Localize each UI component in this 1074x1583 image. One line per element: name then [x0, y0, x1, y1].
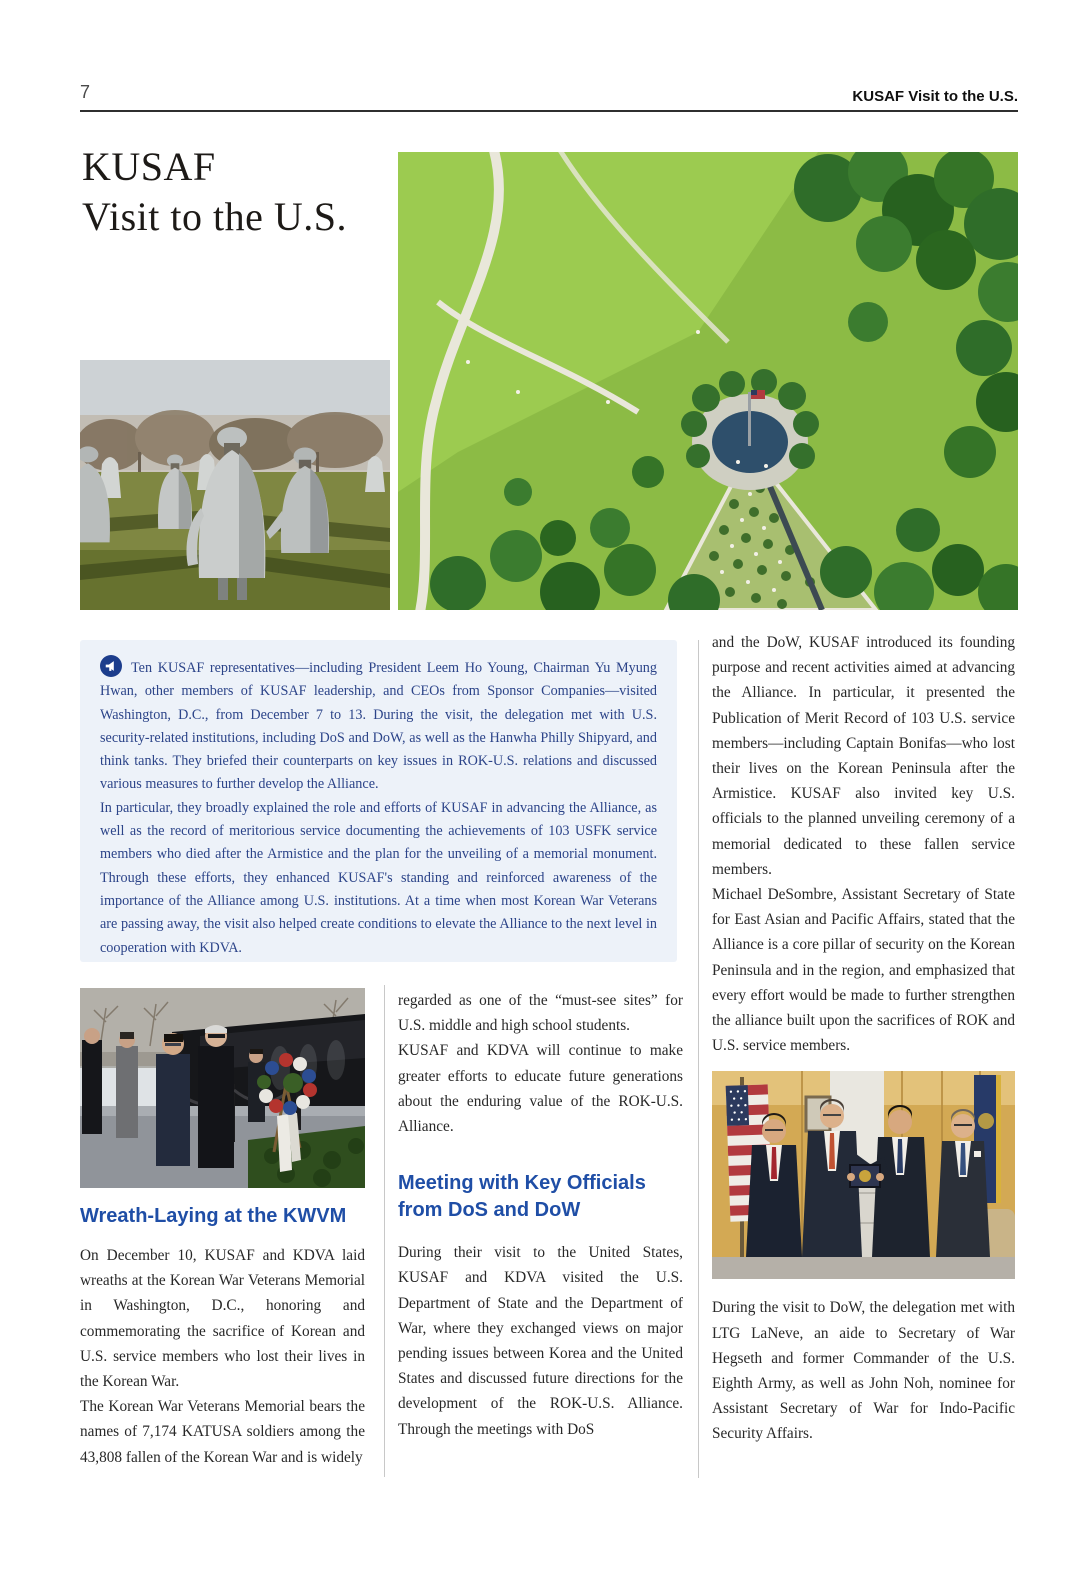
officials-photo-illustration — [712, 1071, 1015, 1279]
officials-photo-caption: During the visit to DoW, the delegation met with LTG LaNeve, an aide to Secretary of War Hegseth and former Commander of the U.S. Eighth Army, as well as John Noh, nominee for Assistant Secretary of War for Indo-Pacific Security Affairs. — [712, 1299, 1015, 1443]
officials-photo — [712, 1071, 1015, 1279]
right-column — [712, 630, 1015, 1447]
left-paragraph-2: The Korean War Veterans Memorial bears the names of 7,174 KATUSA soldiers among the 43,808 fallen of the Korean War and is widely — [80, 1398, 365, 1466]
column-divider-right — [698, 640, 699, 1478]
middle-section-heading: Meeting with Key Officials from DoS and DoW — [398, 1172, 646, 1222]
statues-photo — [80, 360, 390, 610]
middle-continuation-2: KUSAF and KDVA will continue to make greater efforts to educate future generations about the enduring value of the ROK-U.S. Alliance. — [398, 1042, 683, 1136]
middle-paragraph-1: During their visit to the United States, KUSAF and KDVA visited the U.S. Department of State and the Department of War, where they exchanged views on major pending issues between Korea and the United States and discussed future directions for the development of the ROK-U.S. Alliance. Through the meetings with DoS — [398, 1244, 683, 1438]
statues-photo-illustration — [80, 360, 390, 610]
summary-callout — [80, 640, 677, 962]
aerial-photo-illustration — [398, 152, 1018, 610]
left-section-heading: Wreath-Laying at the KWVM — [80, 1205, 347, 1227]
left-paragraph-1: On December 10, KUSAF and KDVA laid wreaths at the Korean War Veterans Memorial in Washington, D.C., honoring and commemorating the sacrifice of Korean and U.S. service members who lost their lives in the Korean War. — [80, 1247, 365, 1391]
middle-continuation-1: regarded as one of the “must-see sites” for U.S. middle and high school students. — [398, 992, 683, 1035]
megaphone-icon — [100, 655, 122, 677]
page-number: 7 — [80, 82, 91, 102]
right-paragraph-2: Michael DeSombre, Assistant Secretary of State for East Asian and Pacific Affairs, stated that the Alliance is a core pillar of security on the Korean Peninsula and in the region, and emphasized that every effort would be made to further strengthen the alliance built upon the sacrifices of ROK and U.S. service members. — [712, 886, 1015, 1055]
right-paragraph-1: and the DoW, KUSAF introduced its founding purpose and recent activities aimed at advancing the Alliance. In particular, it presented the Publication of Merit Record of 103 U.S. service members—including Captain Bonifas—who lost their lives on the Korean Peninsula after the Armistice. KUSAF also invited key U.S. officials to the planned unveiling ceremony of a memorial dedicated to these fallen service members. — [712, 634, 1015, 878]
column-divider-left — [384, 985, 385, 1477]
middle-column — [398, 988, 683, 1442]
article-title-line1: KUSAF — [82, 144, 216, 189]
header-rule — [80, 110, 1018, 112]
left-column — [80, 988, 365, 1470]
aerial-photo — [398, 152, 1018, 610]
article-title — [82, 142, 347, 242]
callout-paragraph-1: Ten KUSAF representatives—including President Leem Ho Young, Chairman Yu Myung Hwan, other members of KUSAF leadership, and CEOs from Sponsor Companies—visited Washington, D.C., from December 7 to 13. During the visit, the delegation met with U.S. security-related institutions, including DoS and DoW, as well as the Hanwha Philly Shipyard, and think tanks. They briefed their counterparts on key issues in ROK-U.S. relations and discussed various measures to further develop the Alliance. — [100, 655, 657, 797]
callout-paragraph-2: In particular, they broadly explained the role and efforts of KUSAF in advancing the Alliance, as well as the record of meritorious service documenting the achievements of 103 USFK service members who died after the Armistice and the plan for the unveiling of a memorial monument. Through these efforts, they enhanced KUSAF's standing and reinforced awareness of the importance of the Alliance among U.S. institutions. At a time when most Korean War Veterans are passing away, the visit also helped create conditions to elevate the Alliance to the next level in cooperation with KDVA. — [100, 799, 657, 956]
wreath-photo — [80, 988, 365, 1188]
article-title-line2: Visit to the U.S. — [82, 194, 348, 239]
running-header-title: KUSAF Visit to the U.S. — [852, 88, 1018, 105]
wreath-photo-illustration — [80, 988, 365, 1188]
